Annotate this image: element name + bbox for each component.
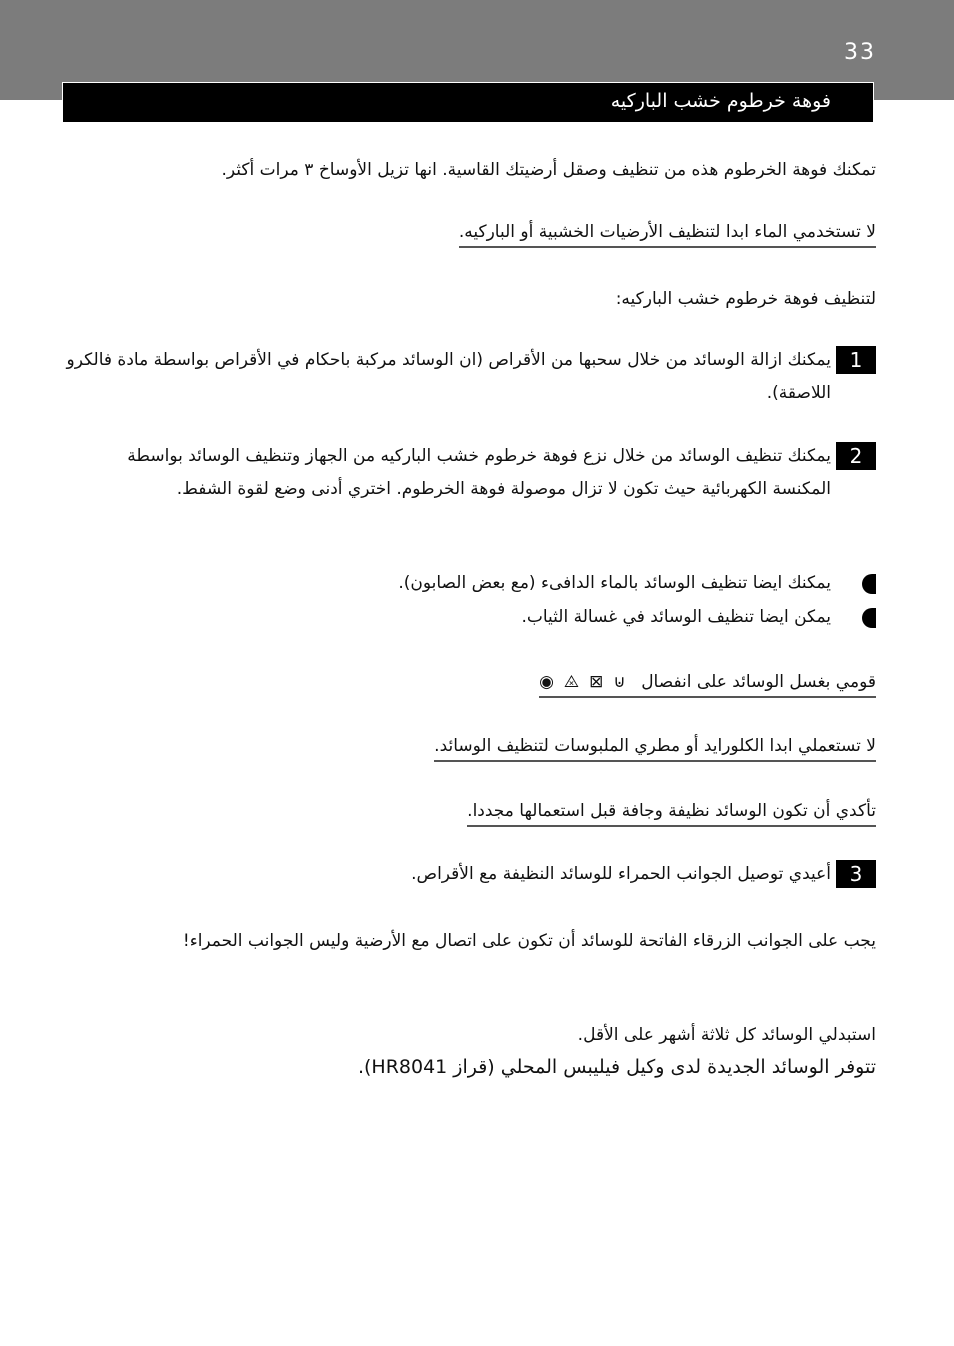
note-dry-before-use: تأكدي أن تكون الوسائد نظيفة وجافة قبل استعمالها مجددا. [467,797,876,827]
step-number: 1 [836,346,876,374]
lead-text: لتنظيف فوهة خرطوم خشب الباركيه: [615,289,876,309]
no-tumble-dry-icon: ⊠ [589,672,604,692]
section-title-bar [62,82,874,123]
section-title: فوهة خرطوم خشب الباركيه [610,90,831,112]
warning-no-water: لا تستخدمي الماء ابدا لتنظيف الأرضيات الخشبية أو الباركيه. [459,218,876,248]
intro-paragraph: تمكنك فوهة الخرطوم هذه من تنظيف وصقل أرضيتك القاسية. انها تزيل الأوساخ ٣ مرات أكثر. [221,160,876,180]
page-number: 33 [844,40,876,65]
wash-tub-icon: ⊍ [613,672,626,692]
step-number: 2 [836,442,876,470]
replace-note: استبدلي الوسائد كل ثلاثة أشهر على الأقل. [577,1025,876,1045]
step-text: أعيدي توصيل الجوانب الحمراء للوسائد النظيفة مع الأقراص. [411,864,831,884]
bullet-text: يمكن ايضا تنظيف الوسائد في غسالة الثياب. [521,607,831,627]
step-text: يمكنك تنظيف الوسائد من خلال نزع فوهة خرطوم خشب الباركيه من الجهاز وتنظيف الوسائد بواسطة المكنسة الكهربائية حيث تكون لا تزال موصولة فوهة الخرطوم. اختري أدنى وضع لقوة الشفط. [127,446,831,499]
step-text: يمكنك ازالة الوسائد من خلال سحبها من الأقراص (ان الوسائد مركبة باحكام في الأقراص بواسطة مادة فالكرو اللاصقة). [66,350,831,403]
step-2 [106,442,876,542]
warning-no-chlorine: لا تستعملي ابدا الكلورايد أو مطري الملبوسات لتنظيف الوسائد. [434,732,876,762]
wash-separately-text: قومي بغسل الوسائد على انفصال [641,672,876,692]
step-3 [316,860,876,894]
bullet-washing-machine [256,602,876,632]
bullet-icon [862,608,876,628]
bullet-text: يمكنك ايضا تنظيف الوسائد بالماء الدافىء (مع بعض الصابون). [398,573,831,593]
bullet-warm-water [256,568,876,598]
availability-note: تتوفر الوسائد الجديدة لدى وكيل فيليبس المحلي (قراز HR8041). [357,1056,876,1078]
step-1 [66,346,876,416]
blue-side-note: يجب على الجوانب الزرقاء الفاتحة للوسائد أن تكون على اتصال مع الأرضية وليس الجوانب الحمراء! [182,931,876,951]
bullet-icon [862,574,876,594]
wash-separately-note [539,668,876,698]
no-bleach-icon: ⨻ [563,672,580,692]
step-number: 3 [836,860,876,888]
care-symbols [539,668,626,696]
dry-clean-icon: ◉ [539,672,554,692]
